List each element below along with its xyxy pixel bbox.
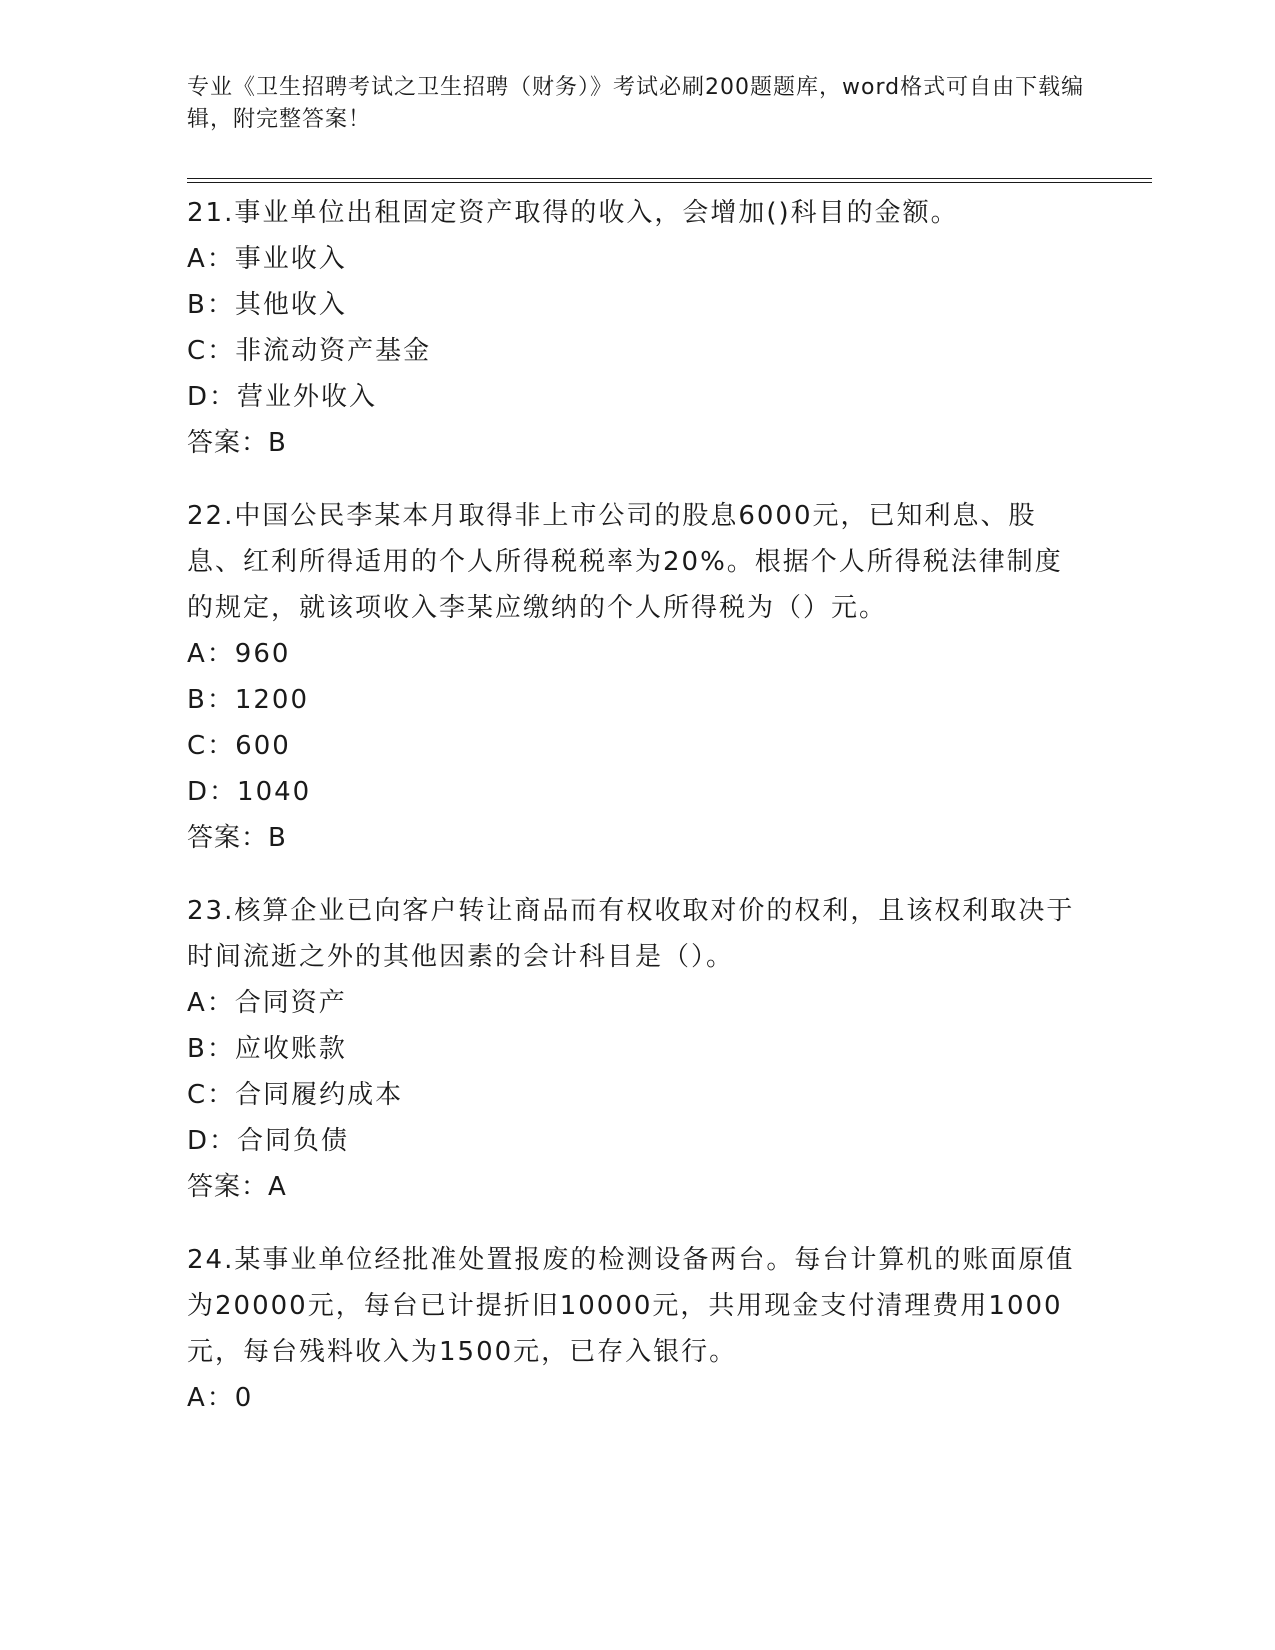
option-a: A：960 xyxy=(187,639,291,669)
option-d: D：合同负债 xyxy=(187,1126,350,1156)
option-a: A：0 xyxy=(187,1383,254,1413)
question-24 xyxy=(187,1237,1087,1421)
question-23 xyxy=(187,888,1087,1210)
option-b: B：其他收入 xyxy=(187,290,347,320)
question-stem: 22.中国公民李某本月取得非上市公司的股息6000元，已知利息、股息、红利所得适用的个人所得税税率为20%。根据个人所得税法律制度的规定，就该项收入李某应缴纳的个人所得税为（）元。 xyxy=(187,501,1063,623)
question-stem: 24.某事业单位经批准处置报废的检测设备两台。每台计算机的账面原值为20000元，每台已计提折旧10000元，共用现金支付清理费用1000元，每台残料收入为1500元，已存入银行。 xyxy=(187,1245,1075,1367)
header-divider-top xyxy=(187,178,1152,179)
option-d: D：营业外收入 xyxy=(187,382,378,412)
document-header: 专业《卫生招聘考试之卫生招聘（财务）》考试必刷200题题库，word格式可自由下载编辑，附完整答案！ xyxy=(187,75,1085,132)
option-b: B：1200 xyxy=(187,685,310,715)
option-a: A：合同资产 xyxy=(187,988,347,1018)
question-22 xyxy=(187,493,1087,861)
answer-line: 答案：A xyxy=(187,1172,287,1202)
option-d: D：1040 xyxy=(187,777,312,807)
header-divider-bottom xyxy=(187,182,1152,183)
question-21 xyxy=(187,190,1087,466)
answer-line: 答案：B xyxy=(187,428,287,458)
option-b: B：应收账款 xyxy=(187,1034,347,1064)
question-stem: 23.核算企业已向客户转让商品而有权收取对价的权利，且该权利取决于时间流逝之外的其他因素的会计科目是（）。 xyxy=(187,896,1075,972)
option-c: C：合同履约成本 xyxy=(187,1080,404,1110)
question-stem: 21.事业单位出租固定资产取得的收入，会增加()科目的金额。 xyxy=(187,198,959,228)
question-list xyxy=(187,190,1087,1448)
option-c: C：600 xyxy=(187,731,291,761)
answer-line: 答案：B xyxy=(187,823,287,853)
option-a: A：事业收入 xyxy=(187,244,347,274)
option-c: C：非流动资产基金 xyxy=(187,336,432,366)
